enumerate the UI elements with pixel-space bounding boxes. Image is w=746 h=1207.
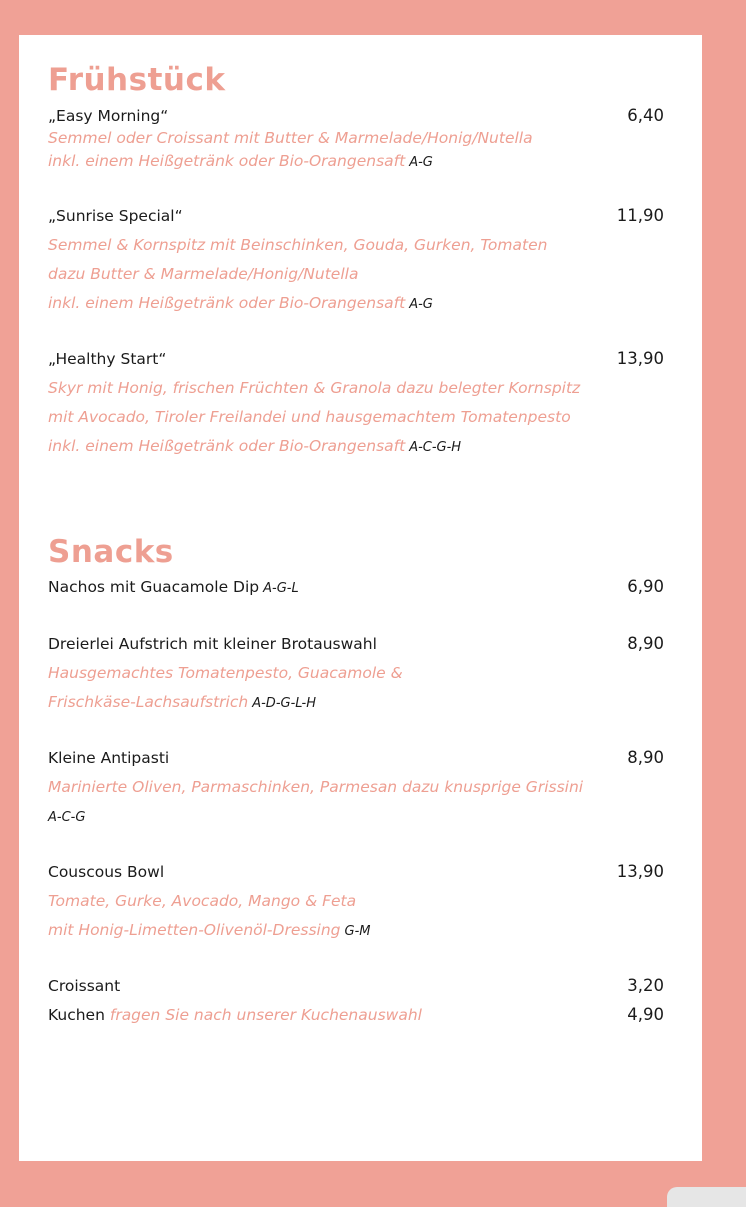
item-description: mit Honig-Limetten-Olivenöl-Dressing G-M xyxy=(48,921,371,939)
item-price: 4,90 xyxy=(627,1005,664,1024)
item-name: „Sunrise Special“ xyxy=(48,207,183,225)
item-name: Dreierlei Aufstrich mit kleiner Brotauswahl xyxy=(48,635,377,653)
scroll-tab[interactable] xyxy=(667,1187,746,1207)
item-note: fragen Sie nach unserer Kuchenauswahl xyxy=(109,1006,422,1024)
item-description: Skyr mit Honig, frischen Früchten & Granola dazu belegter Kornspitz xyxy=(48,379,581,397)
item-name: „Easy Morning“ xyxy=(48,107,169,125)
menu-page xyxy=(19,35,702,1161)
allergen-codes: A-G-L xyxy=(263,581,299,596)
item-price: 6,90 xyxy=(627,577,664,596)
item-name: „Healthy Start“ xyxy=(48,350,167,368)
item-name: Kleine Antipasti xyxy=(48,749,170,767)
snacks-title: Snacks xyxy=(48,534,174,570)
allergen-codes: A-G xyxy=(409,155,433,170)
item-description: Semmel & Kornspitz mit Beinschinken, Gouda, Gurken, Tomaten xyxy=(48,236,548,254)
item-description: Tomate, Gurke, Avocado, Mango & Feta xyxy=(48,892,357,910)
item-price: 8,90 xyxy=(627,634,664,653)
item-description: inkl. einem Heißgetränk oder Bio-Orangensaft A-C-G-H xyxy=(48,437,462,455)
item-description: Marinierte Oliven, Parmaschinken, Parmesan dazu knusprige Grissini xyxy=(48,778,584,796)
item-name: Nachos mit Guacamole Dip A-G-L xyxy=(48,578,299,596)
item-price: 13,90 xyxy=(616,349,664,368)
item-description: inkl. einem Heißgetränk oder Bio-Orangensaft A-G xyxy=(48,294,433,312)
item-description: Frischkäse-Lachsaufstrich A-D-G-L-H xyxy=(48,693,316,711)
item-allergens-line xyxy=(48,806,85,828)
item-price: 13,90 xyxy=(616,862,664,881)
allergen-codes: A-C-G xyxy=(48,810,86,825)
item-description: Semmel oder Croissant mit Butter & Marmelade/Honig/Nutella xyxy=(48,129,533,147)
item-description: Hausgemachtes Tomatenpesto, Guacamole & xyxy=(48,664,403,682)
item-description: dazu Butter & Marmelade/Honig/Nutella xyxy=(48,265,359,283)
allergen-codes: A-G xyxy=(409,297,433,312)
breakfast-title: Frühstück xyxy=(48,62,226,98)
item-name: Couscous Bowl xyxy=(48,863,165,881)
item-price: 3,20 xyxy=(627,976,664,995)
item-name: Croissant xyxy=(48,977,121,995)
item-description: inkl. einem Heißgetränk oder Bio-Orangensaft A-G xyxy=(48,152,433,170)
item-price: 11,90 xyxy=(616,206,664,225)
allergen-codes: A-C-G-H xyxy=(409,440,462,455)
item-name: Kuchen fragen Sie nach unserer Kuchenauswahl xyxy=(48,1006,422,1024)
item-description: mit Avocado, Tiroler Freilandei und hausgemachtem Tomatenpesto xyxy=(48,408,571,426)
item-price: 6,40 xyxy=(627,106,664,125)
allergen-codes: G-M xyxy=(344,924,371,939)
allergen-codes: A-D-G-L-H xyxy=(252,696,316,711)
item-price: 8,90 xyxy=(627,748,664,767)
